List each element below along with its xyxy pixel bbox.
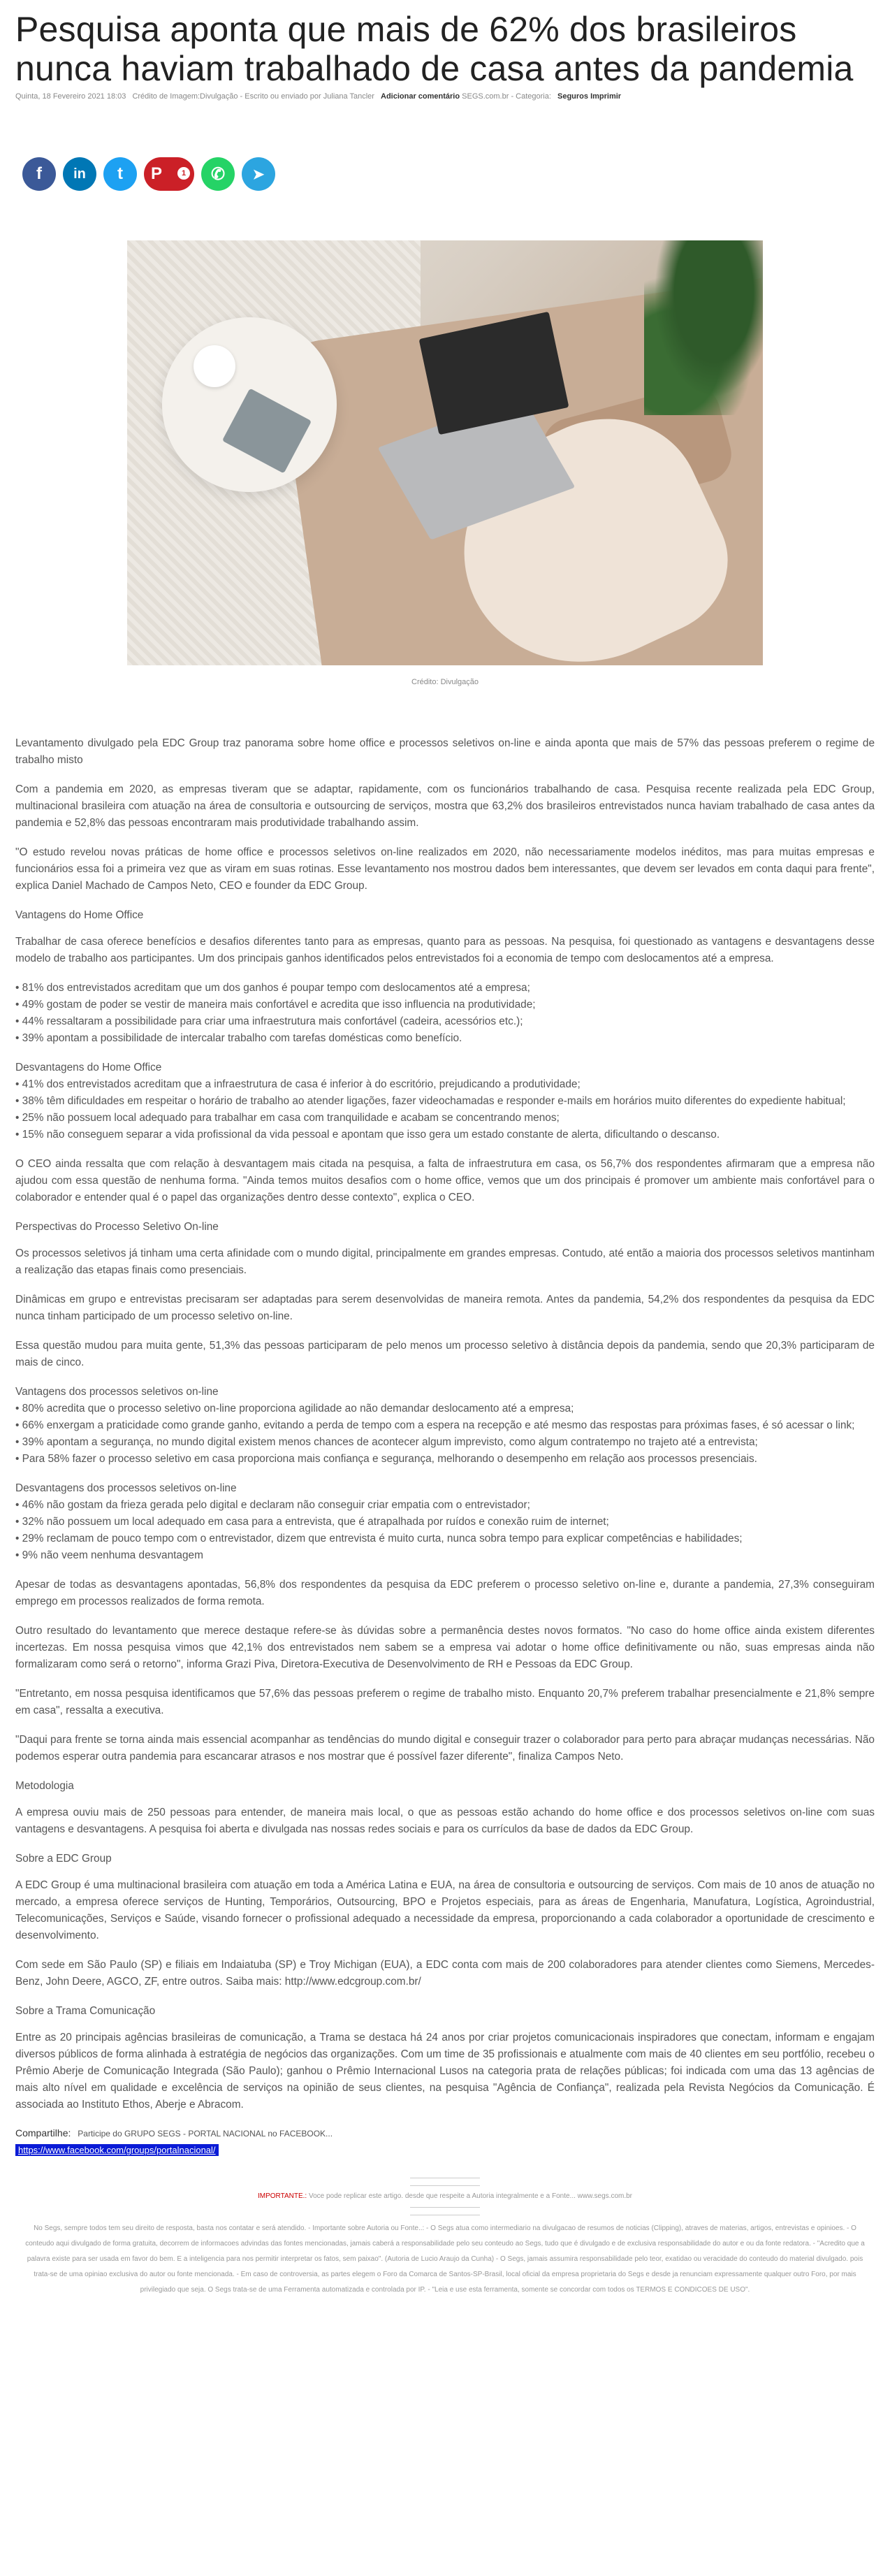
whatsapp-share-button[interactable] [201,157,235,191]
important-text: Voce pode replicar este artigo. desde que respeite a Autoria integralmente e a Fonte... www.segs.com.br [307,2192,633,2200]
article-page [15,0,875,2298]
bullet-list: Desvantagens dos processos seletivos on-line • 46% não gostam da frieza gerada pelo digital e declaram não conseguir criar empatia com o entrevistador; • 32% não possuem um local adequado em casa para a entrevista, que é atrapalhada por ruídos e conexão ruim de internet; • 29% reclamam de pouco tempo com o entrevistador, dizem que entrevista é muito curta, nunca sobra tempo para explicar competências e habilidades; • 9% não veem nenhuma desvantagem [15,1482,743,1561]
disclaimer: No Segs, sempre todos tem seu direito de resposta, basta nos contatar e será atendido. - Importante sobre Autoria ou Fonte..: - O Segs atua como intermediario na divulgacao de resumos de noticias (Clipping), atraves de materias, artigos, entrevistas e opinioes. - O conteudo aqui divulgado de forma gratuita, decorrem de informacoes advindas das fontes mencionadas, jamais caberá a responsabilidade pelo seu conteudo ao Segs, tudo que é divulgado e de exclusiva responsabilidade do autor e ou da fonte redatora. - "Acredito que a palavra existe para ser usada em favor do bem. E a inteligencia para nos permitir interpretar os fatos, sem paixao". (Autoria de Lucio Araujo da Cunha) - O Segs, jamais assumira responsabilidade pelo teor, exatidao ou veracidade do conteudo do material divulgado. pois trata-se de uma opiniao exclusiva do autor ou fonte mencionada. - Em caso de controversia, as partes elegem o Foro da Comarca de Santos-SP-Brasil, local oficial da empresa proprietaria do Segs e desde ja renunciam expressamente qualquer outro Foro, por mais privilegiado que seja. O Segs trata-se de uma Ferramenta automatizada e controlada por IP. - "Leia e use esta ferramenta, somente se concordar com todos os TERMOS E CONDICOES DE USO". [25,2224,865,2294]
important-label: IMPORTANTE.: [257,2192,307,2200]
section-heading: Sobre a EDC Group [15,1853,112,1865]
article-source: SEGS.com.br - Categoria: [462,92,551,101]
paragraph: Essa questão mudou para muita gente, 51,3% das pessoas participaram de pelo menos um processo seletivo à distância depois da pandemia, sendo que 20,3% participaram de mais de cinco. [15,1340,875,1368]
telegram-share-button[interactable] [242,157,275,191]
paragraph: Entre as 20 principais agências brasileiras de comunicação, a Trama se destaca há 24 anos por criar projetos comunicacionais inspiradores que conectam, informam e engajam diversos públicos de forma alinhada à estratégia de negócios das organizações. Com um time de 35 profissionais e atualmente com mais de 40 clientes em seu portfólio, recebeu o Prêmio Aberje de Comunicação Integrada (São Paulo); ganhou o Prêmio Internacional Lusos na categoria prata de relações públicas; foi indicada com uma das 13 agências de mais alto nível em qualidade e excelência de serviços na opinião de seus clientes, na pesquisa "Agência de Confiança", realizada pela Revista Negócios da Comunicação. É associada ao Instituto Ethos, Aberje e Abracom. [15,2032,875,2111]
paragraph: O CEO ainda ressalta que com relação à desvantagem mais citada na pesquisa, a falta de infraestrutura em casa, os 56,7% dos respondentes afirmaram que a empresa não ajudou com essa questão de nenhuma forma. "Ainda temos muitos desafios com o home office, vemos que um dos principais é promover um ambiente mais confortável para o colaborador e entender qual é o papel das organizações dentro desse contexto", explica o CEO. [15,1158,875,1203]
twitter-share-button[interactable] [103,157,137,191]
paragraph: Com sede em São Paulo (SP) e filiais em Indaiatuba (SP) e Troy Michigan (EUA), a EDC conta com mais de 200 colaboradores para atender clientes como Siemens, Mercedes-Benz, John Deere, AGCO, ZF, entre outros. Saiba mais: http://www.edcgroup.com.br/ [15,1959,875,1988]
share-label: Compartilhe: [15,2127,71,2139]
image-caption: Crédito: Divulgação [411,678,479,686]
section-heading: Perspectivas do Processo Seletivo On-line [15,1221,219,1233]
paragraph: Os processos seletivos já tinham uma certa afinidade com o mundo digital, principalmente em grandes empresas. Contudo, até então a maioria dos processos seletivos mantinham a realização das etapas finais como presenciais. [15,1247,875,1276]
twitter-icon: t [117,164,123,183]
pinterest-count: 1 [177,167,190,180]
paragraph: A empresa ouviu mais de 250 pessoas para entender, de maneira mais local, o que as pessoas estão achando do home office e dos processos seletivos on-line com suas vantagens e desvantagens. A pesquisa foi aberta e divulgada nas nossas redes sociais e para os currículos da base de dados da EDC Group. [15,1807,875,1835]
article-body [15,735,875,2113]
share-section [15,2127,875,2139]
section-heading: Sobre a Trama Comunicação [15,2005,156,2017]
paragraph: A EDC Group é uma multinacional brasileira com atuação em toda a América Latina e EUA, na área de consultoria e outsourcing de serviços. Com mais de 10 anos de atuação no mercado, a empresa oferece serviços de Hunting, Temporários, Outsourcing, BPO e Projetos especiais, para as áreas de Engenharia, Manufatura, Logística, Agroindustrial, Telecomunicações, Serviços e Saúde, visando fornecer o profissional adequado a necessidade da empresa, proporcionando a cada colaborador a oportunidade de crescimento e desenvolvimento. [15,1879,875,1941]
footer-divider [410,2178,480,2186]
article-credit: Crédito de Imagem:Divulgação - Escrito ou enviado por Juliana Tancler [132,92,374,101]
paragraph: Outro resultado do levantamento que merece destaque refere-se às dúvidas sobre a permanência destes novos formatos. "No caso do home office ainda existem diferentes incertezas. Em nossa pesquisa vimos que 42,1% dos entrevistados nem sabem se a empresa vai adotar o home office definitivamente ou não, suas empresas ainda não formalizaram como será o retorno", informa Grazi Piva, Diretora-Executiva de Desenvolvimento de RH e Pessoas da EDC Group. [15,1625,875,1670]
whatsapp-icon: ✆ [210,164,226,184]
article-title: Pesquisa aponta que mais de 62% dos brasileiros nunca haviam trabalhado de casa antes da pandemia [15,10,854,88]
add-comment-link[interactable]: Adicionar comentário [381,92,460,101]
pinterest-share-button[interactable] [144,157,194,191]
bullet-list: Vantagens dos processos seletivos on-line • 80% acredita que o processo seletivo on-line proporciona agilidade ao não demandar deslocamento até a empresa; • 66% enxergam a praticidade como grande ganho, evitando a perda de tempo com a espera na recepção e até mesmo das respostas para próximas fases, é só acessar o link; • 39% apontam a segurança, no mundo digital existem menos chances de acontecer algum imprevisto, como algum contratempo no trajeto até a entrevista; • Para 58% fazer o processo seletivo em casa proporciona mais confiança e segurança, melhorando o desempenho em relação aos processos presenciais. [15,1386,855,1465]
paragraph: Com a pandemia em 2020, as empresas tiveram que se adaptar, rapidamente, com os funcionários trabalhando de casa. Pesquisa recente realizada pela EDC Group, multinacional brasileira com atuação na área de consultoria e outsourcing de serviços, mostra que 63,2% dos brasileiros entrevistados nunca haviam trabalhado de casa antes da pandemia e 52,8% das pessoas encontraram mais produtividade trabalhando assim. [15,783,875,829]
bullet-list: Desvantagens do Home Office • 41% dos entrevistados acreditam que a infraestrutura de casa é inferior à do escritório, prejudicando a produtividade; • 38% têm dificuldades em respeitar o horário de trabalho ao atender ligações, fazer videochamadas e responder e-mails em horários muito diferentes do expediente habitual; • 25% não possuem local adequado para trabalhar em casa com tranquilidade e acabam se concentrando menos; • 15% não conseguem separar a vida profissional da vida pessoal e apontam que isso gera um estado constante de alerta, dificultando o descanso. [15,1062,846,1141]
share-buttons [22,157,875,191]
pinterest-icon: P [151,164,163,183]
paragraph: Dinâmicas em grupo e entrevistas precisaram ser adaptadas para serem desenvolvidas de maneira remota. Antes da pandemia, 54,2% dos respondentes da pesquisa da EDC nunca tinham participado de um processo seletivo on-line. [15,1294,875,1322]
paragraph: Apesar de todas as desvantagens apontadas, 56,8% dos respondentes da pesquisa da EDC preferem o processo seletivo on-line e, durante a pandemia, 27,3% conseguiram emprego em processos realizados de forma remota. [15,1579,875,1607]
linkedin-icon: in [73,166,86,182]
facebook-icon: f [36,164,42,183]
paragraph: "O estudo revelou novas práticas de home office e processos seletivos on-line realizados em 2020, não necessariamente modelos inéditos, mas para muitas empresas e funcionários essa foi a primeira vez que as viram em suas rotinas. Esse levantamento nos mostrou dados bem interessantes, que devem ser levados em conta daqui para frente", explica Daniel Machado de Campos Neto, CEO e founder da EDC Group. [15,846,875,892]
article-figure [127,240,763,686]
bullet-list: • 81% dos entrevistados acreditam que um dos ganhos é poupar tempo com deslocamentos até a empresa; • 49% gostam de poder se vestir de maneira mais confortável e acredita que isso influencia na produtividade; • 44% ressaltaram a possibilidade para criar uma infraestrutura mais confortável (cadeira, acessórios etc.); • 39% apontam a possibilidade de intercalar trabalho com tarefas domésticas como benefício. [15,982,536,1044]
section-heading: Vantagens do Home Office [15,909,144,921]
paragraph: Levantamento divulgado pela EDC Group traz panorama sobre home office e processos seletivos on-line e ainda aponta que mais de 57% das pessoas preferem o regime de trabalho misto [15,737,875,766]
telegram-icon: ➤ [252,166,265,182]
paragraph: Trabalhar de casa oferece benefícios e desafios diferentes tanto para as empresas, quanto para as pessoas. Na pesquisa, foi questionado as vantagens e desvantagens desse modelo de trabalho aos participantes. Um dos principais ganhos identificados pelos entrevistados foi a economia de tempo com deslocamentos até a empresa. [15,936,875,964]
article-date: Quinta, 18 Fevereiro 2021 18:03 [15,92,126,101]
linkedin-share-button[interactable] [63,157,96,191]
article-meta [15,92,875,101]
paragraph: "Entretanto, em nossa pesquisa identificamos que 57,6% das pessoas preferem o regime de trabalho misto. Enquanto 20,7% preferem trabalhar presencialmente e 21,8% sempre em casa", ressalta a executiva. [15,1688,875,1716]
category-link[interactable]: Seguros [557,92,588,101]
facebook-group-link[interactable]: https://www.facebook.com/groups/portalnacional/ [15,2144,219,2156]
article-photo [127,240,763,665]
footer-divider [410,2207,480,2215]
footer [15,2178,875,2215]
facebook-share-button[interactable] [22,157,56,191]
share-group-text: Participe do GRUPO SEGS - PORTAL NACIONAL no FACEBOOK... [78,2129,333,2139]
paragraph: "Daqui para frente se torna ainda mais essencial acompanhar as tendências do mundo digital e conseguir trazer o colaborador para perto para abraçar mudanças necessárias. Não podemos esperar outra pandemia para escancarar atrasos e nos mostrar que é possível fazer diferente", finaliza Campos Neto. [15,1734,875,1763]
section-heading: Metodologia [15,1780,74,1792]
print-link[interactable]: Imprimir [590,92,622,101]
